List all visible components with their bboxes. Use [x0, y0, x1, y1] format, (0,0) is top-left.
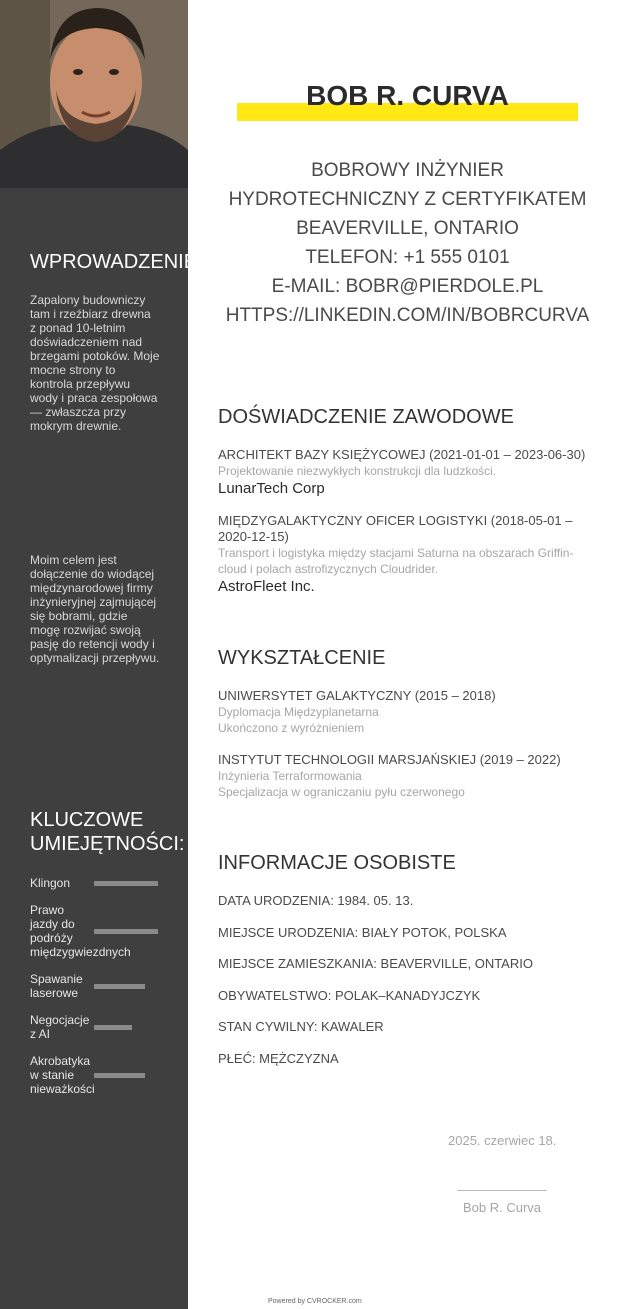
job-description: Projektowanie niezwykłych konstrukcji dla ludzkości.: [218, 464, 497, 478]
job-title: ARCHITEKT BAZY KSIĘŻYCOWEJ (2021-01-01 – 2023-06-30): [218, 447, 586, 462]
skill-level-bar: [94, 984, 145, 989]
skill-name: Prawo jazdy do podróży międzygwiezdnych: [30, 903, 131, 959]
document-date: 2025. czerwiec 18.: [448, 1133, 557, 1148]
intro-heading: WPROWADZENIE: [30, 251, 198, 273]
profile-photo: [0, 0, 188, 188]
skill-item: [30, 972, 180, 1000]
skill-item: [30, 1054, 180, 1096]
skill-name: Negocjacje z AI: [30, 1013, 90, 1041]
marital-status: STAN CYWILNY: KAWALER: [218, 1019, 384, 1034]
job-title: MIĘDZYGALAKTYCZNY OFICER LOGISTYKI (2018-05-01 – 2020-12-15): [218, 513, 573, 544]
email[interactable]: E-MAIL: BOBR@PIERDOLE.PL: [271, 276, 544, 297]
personal-heading: INFORMACJE OSOBISTE: [218, 852, 456, 874]
skill-item: [30, 1013, 180, 1041]
gender: PŁEĆ: MĘŻCZYZNA: [218, 1051, 339, 1066]
birth-place: MIEJSCE URODZENIA: BIAŁY POTOK, POLSKA: [218, 925, 507, 940]
phone[interactable]: TELEFON: +1 555 0101: [305, 247, 510, 268]
degree-note: Specjalizacja w ograniczaniu pyłu czerwonego: [218, 785, 465, 799]
citizenship: OBYWATELSTWO: POLAK–KANADYJCZYK: [218, 988, 481, 1003]
skills-heading: KLUCZOWE UMIEJĘTNOŚCI:: [30, 809, 185, 855]
signature-line: [457, 1190, 547, 1191]
birth-date: DATA URODZENIA: 1984. 05. 13.: [218, 893, 414, 908]
school-title: INSTYTUT TECHNOLOGII MARSJAŃSKIEJ (2019 – 2022): [218, 752, 561, 767]
skill-level-bar: [94, 881, 158, 886]
degree: Dyplomacja Międzyplanetarna: [218, 705, 379, 719]
skill-level-bar: [94, 929, 158, 934]
skill-level-bar: [94, 1073, 145, 1078]
job-title-line2: HYDROTECHNICZNY Z CERTYFIKATEM: [228, 189, 587, 210]
degree-note: Ukończono z wyróżnieniem: [218, 721, 365, 735]
education-heading: WYKSZTAŁCENIE: [218, 647, 386, 669]
degree: Inżynieria Terraformowania: [218, 769, 362, 783]
experience-heading: DOŚWIADCZENIE ZAWODOWE: [218, 406, 514, 428]
linkedin-link[interactable]: HTTPS://LINKEDIN.COM/IN/BOBRCURVA: [225, 305, 590, 326]
residence: MIEJSCE ZAMIESZKANIA: BEAVERVILLE, ONTARIO: [218, 956, 533, 971]
powered-by-link[interactable]: Powered by CVROCKER.com: [268, 1298, 362, 1305]
school-title: UNIWERSYTET GALAKTYCZNY (2015 – 2018): [218, 688, 496, 703]
signature-name: Bob R. Curva: [462, 1200, 542, 1215]
skill-name: Klingon: [30, 876, 71, 890]
job-title-line1: BOBROWY INŻYNIER: [311, 160, 504, 181]
skill-name: Spawanie laserowe: [30, 972, 83, 1000]
skill-level-bar: [94, 1025, 132, 1030]
skill-item: [30, 903, 180, 959]
job-company: AstroFleet Inc.: [218, 578, 315, 595]
full-name: BOB R. CURVA: [306, 80, 509, 111]
job-description: Transport i logistyka między stacjami Saturna na obszarach Griffin-cloud i polach astrofizycznych Cloudrider.: [218, 546, 574, 576]
skill-name: Akrobatyka w stanie nieważkości: [30, 1054, 95, 1096]
location: BEAVERVILLE, ONTARIO: [296, 218, 519, 239]
goal-text: Moim celem jest dołączenie do wiodącej międzynarodowej firmy inżynieryjnej zajmującej się bobrami, gdzie mogę rozwijać swoją pasję do retencji wody i optymalizacji przepływu.: [30, 553, 160, 665]
intro-text: Zapalony budowniczy tam i rzeźbiarz drewna z ponad 10-letnim doświadczeniem nad brzegami potoków. Moje mocne strony to kontrola przepływu wody i praca zespołowa — zwłaszcza przy mokrym drewnie.: [30, 293, 160, 433]
contact-block: [188, 156, 627, 330]
job-company: LunarTech Corp: [218, 480, 325, 497]
skill-item: [30, 876, 180, 892]
